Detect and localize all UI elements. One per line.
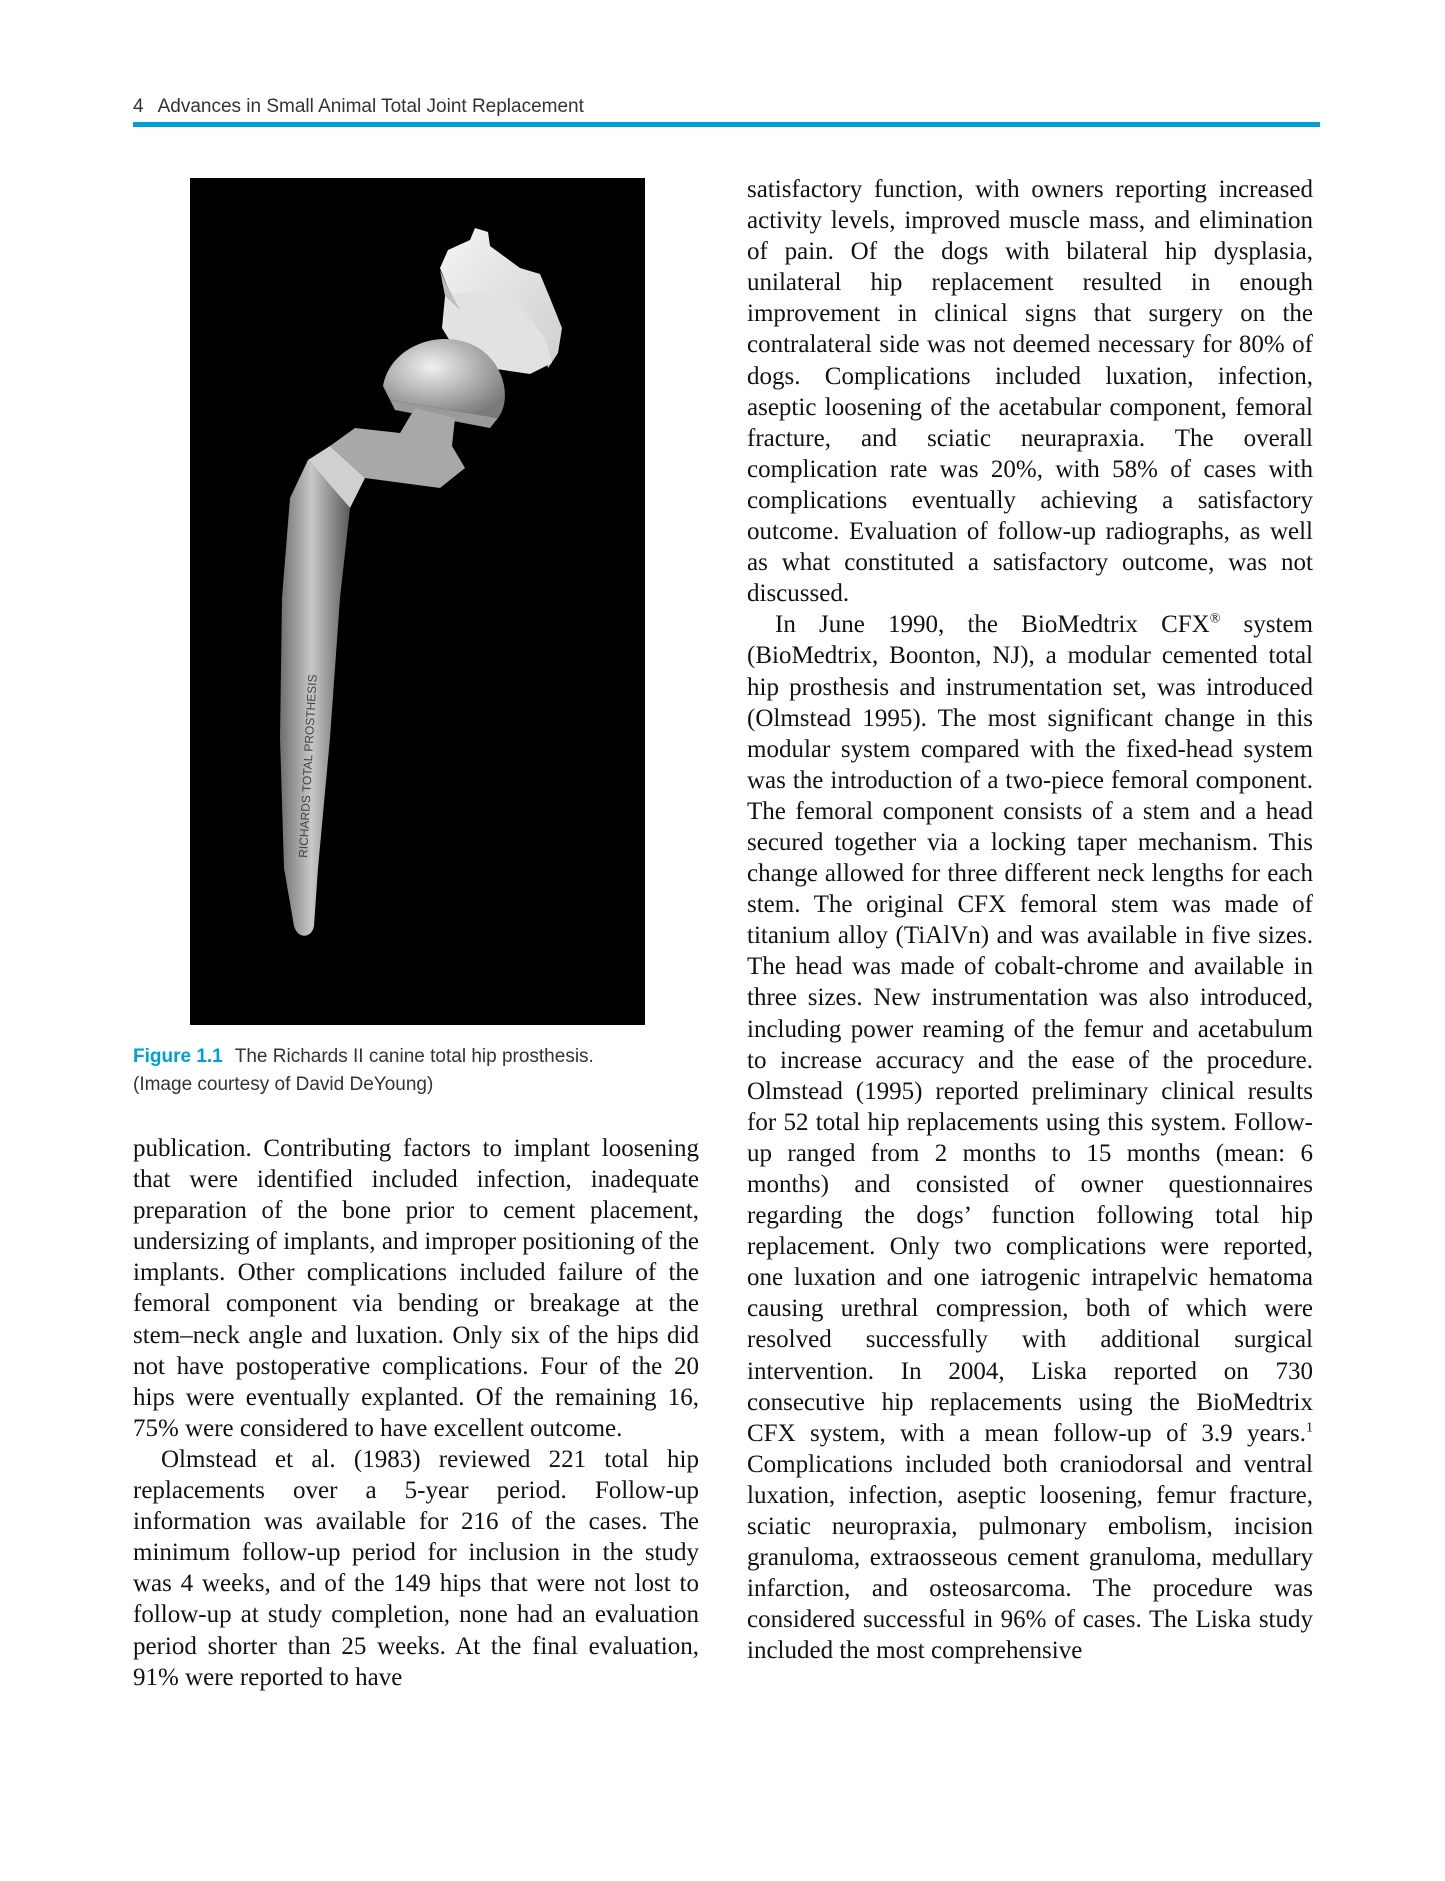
figure-label: Figure 1.1 [133, 1046, 223, 1067]
reference-superscript: 1 [1306, 1420, 1313, 1436]
right-column [747, 174, 1313, 1667]
figure-prosthesis-photo [190, 178, 645, 1025]
stem-engraving: RICHARDS TOTAL PROSTHESIS [296, 674, 320, 859]
right-paragraph-2 [747, 609, 1313, 1666]
femoral-stem [280, 460, 350, 936]
right-paragraph-2-start: In June 1990, the BioMedtrix CFX [775, 611, 1210, 639]
running-title: Advances in Small Animal Total Joint Replacement [157, 96, 584, 117]
right-paragraph-1: satisfactory function, with owners reporting increased activity levels, improved muscle mass, and elimination of pain. Of the dogs with bilateral hip dysplasia, unilateral hip replacement resulted in enough improvement in clinical signs that surgery on the contralateral side was not deemed necessary for 80% of dogs. Complications included luxation, infection, aseptic loosening of the acetabular component, femoral fracture, and sciatic neurapraxia. The overall complication rate was 20%, with 58% of cases with complications eventually achieving a satisfactory outcome. Evaluation of follow-up radiographs, as well as what constituted a satisfactory outcome, was not discussed. [747, 176, 1313, 608]
hip-prosthesis-illustration [190, 178, 645, 1025]
left-column [133, 1133, 699, 1693]
right-paragraph-2-end: Complications included both craniodorsal and ventral luxation, infection, aseptic loosening, femur fracture, sciatic neuropraxia, pulmonary embolism, incision granuloma, extraosseous cement granuloma, medullary infarction, and osteosarcoma. The procedure was considered successful in 96% of cases. The Liska study included the most comprehensive [747, 1450, 1313, 1665]
running-head [133, 92, 1320, 127]
figure-credit: (Image courtesy of David DeYoung) [133, 1074, 434, 1095]
page-number: 4 [133, 96, 144, 117]
figure-caption [133, 1043, 693, 1099]
left-paragraph-1: publication. Contributing factors to implant loosening that were identified included infection, inadequate preparation of the bone prior to cement placement, undersizing of implants, and improper positioning of the implants. Other complications included failure of the femoral component via bending or breakage at the stem–neck angle and luxation. Only six of the hips did not have postoperative complications. Four of the 20 hips were eventually explanted. Of the remaining 16, 75% were considered to have excellent outcome. [133, 1135, 699, 1442]
left-paragraph-2: Olmstead et al. (1983) reviewed 221 total hip replacements over a 5-year period. Follow-up information was available for 216 of the cases. The minimum follow-up period for inclusion in the study was 4 weeks, and of the 149 hips that were not lost to follow-up at study completion, none had an evaluation period shorter than 25 weeks. At the final evaluation, 91% were reported to have [133, 1445, 699, 1691]
registered-mark: ® [1209, 611, 1221, 627]
right-paragraph-2-middle: system (BioMedtrix, Boonton, NJ), a modular cemented total hip prosthesis and instrumentation set, was introduced (Olmstead 1995). The most significant change in this modular system compared with the fixed-head system was the introduction of a two-piece femoral component. The femoral component consists of a stem and a head secured together via a locking taper mechanism. This change allowed for three different neck lengths for each stem. The original CFX femoral stem was made of titanium alloy (TiAlVn) and was available in five sizes. The head was made of cobalt-chrome and available in three sizes. New instrumentation was also introduced, including power reaming of the femur and acetabulum to increase accuracy and the ease of the procedure. Olmstead (1995) reported preliminary clinical results for 52 total hip replacements using this system. Follow-up ranged from 2 months to 15 months (mean: 6 months) and consisted of owner questionnaires regarding the dogs’ function following total hip replacement. Only two complications were reported, one luxation and one iatrogenic intrapelvic hematoma causing urethral compression, both of which were resolved successfully with additional surgical intervention. In 2004, Liska reported on 730 consecutive hip replacements using the BioMedtrix CFX system, with a mean follow-up of 3.9 years. [747, 611, 1313, 1447]
figure-caption-text: The Richards II canine total hip prosthesis. [234, 1046, 594, 1067]
